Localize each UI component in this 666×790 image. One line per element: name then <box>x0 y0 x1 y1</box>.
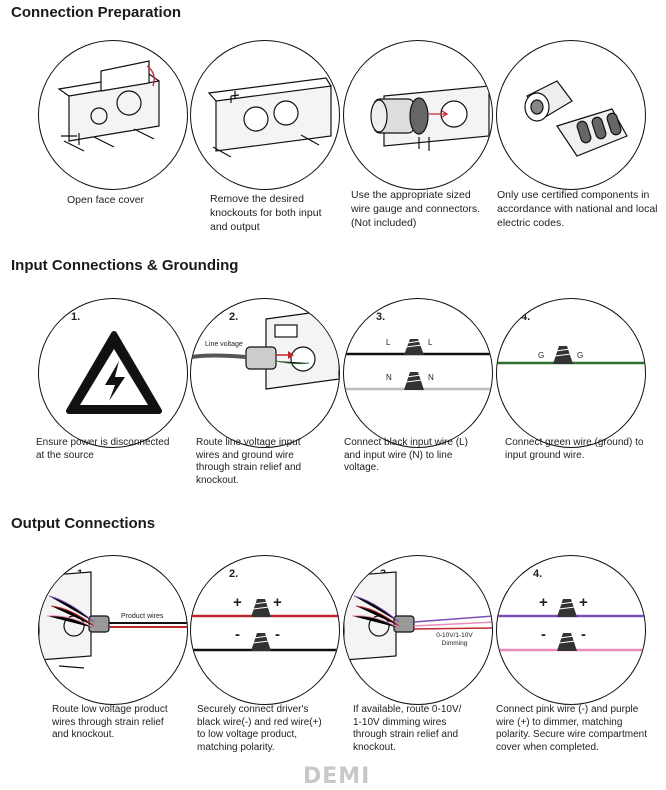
step-polarity-red-black-illustration <box>190 555 340 705</box>
section-title-input-connections: Input Connections & Grounding <box>11 257 239 274</box>
step-caption: If available, route 0-10V/ 1-10V dimming wires through strain relief and knockout. <box>353 704 462 753</box>
dimming-label: 0-10V/1-10V Dimming <box>436 632 473 647</box>
wire-label: + <box>539 594 548 611</box>
step-caption: Connect pink wire (-) and purple wire (+) to dimmer, matching polarity. Secure wire compartment cover when completed. <box>496 704 647 753</box>
product-wires-label: Product wires <box>121 613 164 620</box>
step-caption: Route line voltage input wires and ground wire through strain relief and knockout. <box>196 437 302 486</box>
step-polarity-purple-pink-illustration <box>496 555 646 705</box>
step-caption: Use the appropriate sized wire gauge and connectors. (Not included) <box>351 189 480 229</box>
step-disconnect-power-illustration <box>38 298 188 448</box>
wire-label: - <box>541 626 546 643</box>
step-number: 2. <box>229 568 239 580</box>
step-number: 1. <box>71 311 81 323</box>
step-open-face-cover-illustration <box>38 40 188 190</box>
wire-label: + <box>233 594 242 611</box>
wire-label: - <box>235 626 240 643</box>
wire-label: N <box>428 373 434 382</box>
step-caption: Ensure power is disconnected at the source <box>36 437 170 461</box>
step-caption: Route low voltage product wires through strain relief and knockout. <box>52 704 168 740</box>
wire-label: - <box>275 626 280 643</box>
step-number: 3. <box>376 311 386 323</box>
step-number: 4. <box>533 568 543 580</box>
wire-label: L <box>386 338 391 347</box>
wire-label: + <box>273 594 282 611</box>
step-dimming-illustration <box>343 555 493 705</box>
watermark: DEMI <box>303 764 371 789</box>
line-voltage-label: Line voltage <box>205 341 243 348</box>
wire-label: G <box>538 351 545 360</box>
step-line-neutral-illustration <box>343 298 493 448</box>
step-caption: Open face cover <box>67 194 145 206</box>
wire-label: G <box>577 351 584 360</box>
step-wire-gauge-illustration <box>343 40 493 190</box>
step-caption: Remove the desired knockouts for both input and output <box>210 193 322 233</box>
wire-label: + <box>579 594 588 611</box>
step-caption: Only use certified components in accordance with national and local electric codes. <box>497 189 658 229</box>
step-number: 4. <box>521 311 531 323</box>
step-ground-illustration <box>496 298 646 448</box>
step-number: 2. <box>229 311 239 323</box>
step-caption: Connect black input wire (L) and input wire (N) to line voltage. <box>344 437 468 473</box>
step-remove-knockouts-illustration <box>190 40 340 190</box>
wire-label: - <box>581 626 586 643</box>
section-title-output-connections: Output Connections <box>11 515 156 532</box>
step-line-voltage-illustration <box>190 298 340 448</box>
section-title-connection-preparation: Connection Preparation <box>11 4 182 21</box>
wire-label: L <box>428 338 433 347</box>
step-certified-components-illustration <box>496 40 646 190</box>
step-caption: Securely connect driver's black wire(-) and red wire(+) to low voltage product, matching polarity. <box>197 704 322 753</box>
step-caption: Connect green wire (ground) to input ground wire. <box>505 437 644 461</box>
step-product-wires-illustration <box>38 555 188 705</box>
wire-label: N <box>386 373 392 382</box>
